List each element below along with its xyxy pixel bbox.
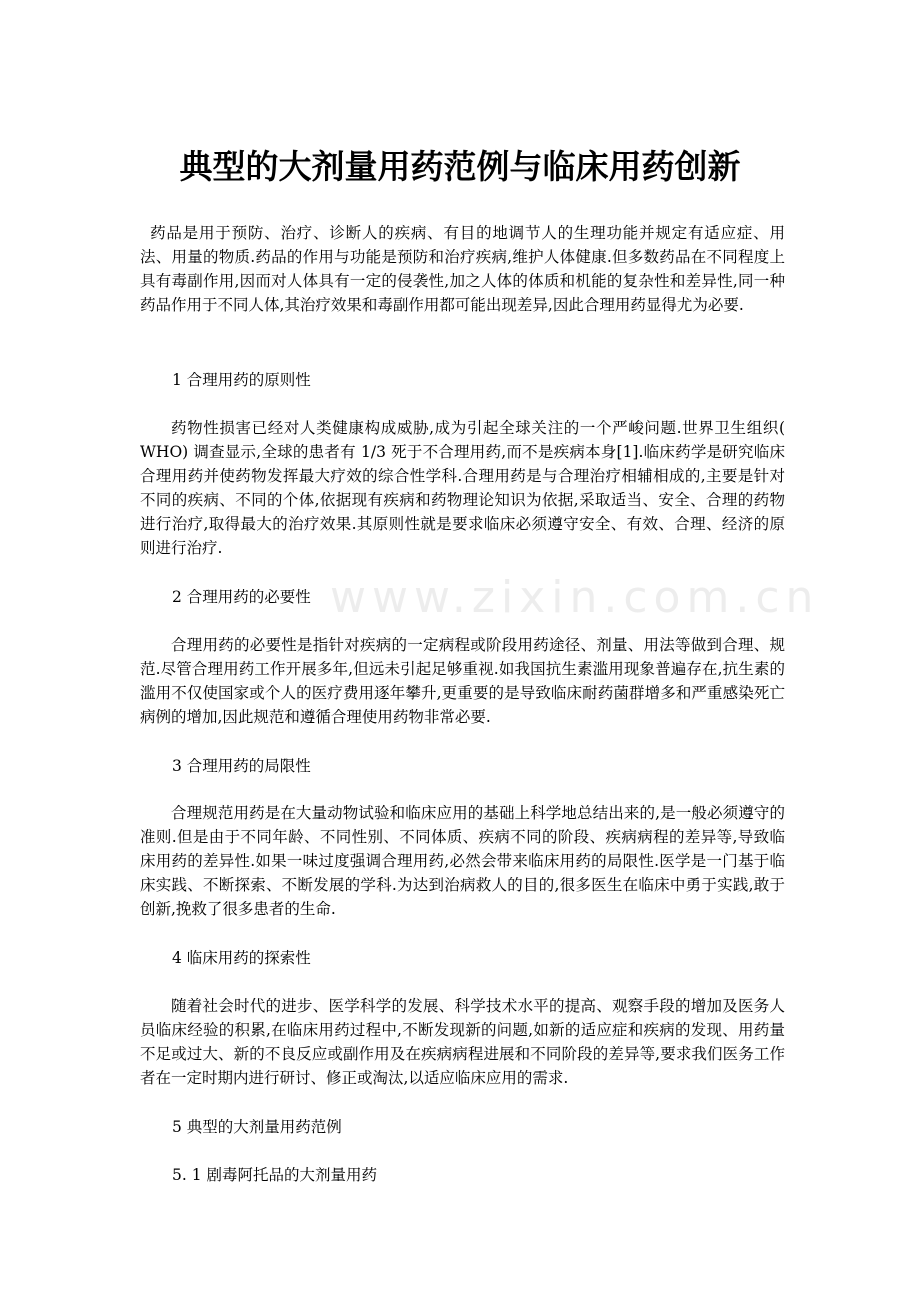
section-body-3: 合理规范用药是在大量动物试验和临床应用的基础上科学地总结出来的,是一般必须遵守的准则.但是由于不同年龄、不同性别、不同体质、疾病不同的阶段、疾病病程的差异等,导致临床用药的差异性.如果一味过度强调合理用药,必然会带来临床用药的局限性.医学是一门基于临床实践、不断探索、不断发展的学科.为达到治病救人的目的,很多医生在临床中勇于实践,敢于创新,挽救了很多患者的生命. [140, 804, 785, 918]
intro-paragraph: 药品是用于预防、治疗、诊断人的疾病、有目的地调节人的生理功能并规定有适应症、用法、用量的物质.药品的作用与功能是预防和治疗疾病,维护人体健康.但多数药品在不同程度上具有毒副作用,因而对人体具有一定的侵袭性,加之人体的体质和机能的复杂性和差异性,同一种药品作用于不同人体,其治疗效果和毒副作用都可能出现差异,因此合理用药显得尤为必要. [140, 224, 785, 314]
section-heading-3: 3 合理用药的局限性 [172, 757, 311, 775]
document-title: 典型的大剂量用药范例与临床用药创新 [179, 147, 741, 186]
section-heading-1: 1 合理用药的原则性 [172, 371, 311, 389]
section-body-4: 随着社会时代的进步、医学科学的发展、科学技术水平的提高、观察手段的增加及医务人员临床经验的积累,在临床用药过程中,不断发现新的问题,如新的适应症和疾病的发现、用药量不足或过大、新的不良反应或副作用及在疾病病程进展和不同阶段的差异等,要求我们医务工作者在一定时期内进行研讨、修正或淘汰,以适应临床应用的需求. [140, 997, 785, 1087]
subsection-heading-5-1: 5. 1 剧毒阿托品的大剂量用药 [172, 1166, 378, 1184]
section-heading-5: 5 典型的大剂量用药范例 [172, 1118, 342, 1136]
section-heading-2: 2 合理用药的必要性 [172, 588, 311, 606]
section-heading-4: 4 临床用药的探索性 [172, 949, 311, 967]
watermark: www.zixin.com.cn [330, 572, 820, 623]
section-body-1: 药物性损害已经对人类健康构成威胁,成为引起全球关注的一个严峻问题.世界卫生组织( WHO) 调查显示,全球的患者有 1/3 死于不合理用药,而不是疾病本身[1].临床药学是研究临床合理用药并使药物发挥最大疗效的综合性学科.合理用药是与合理治疗相辅相成的,主要是针对不同的疾病、不同的个体,依据现有疾病和药物理论知识为依据,采取适当、安全、合理的药物进行治疗,取得最大的治疗效果.其原则性就是要求临床必须遵守安全、有效、合理、经济的原则进行治疗. [140, 419, 785, 557]
section-body-2: 合理用药的必要性是指针对疾病的一定病程或阶段用药途径、剂量、用法等做到合理、规范.尽管合理用药工作开展多年,但远未引起足够重视.如我国抗生素滥用现象普遍存在,抗生素的滥用不仅使国家或个人的医疗费用逐年攀升,更重要的是导致临床耐药菌群增多和严重感染死亡病例的增加,因此规范和遵循合理使用药物非常必要. [140, 636, 785, 726]
